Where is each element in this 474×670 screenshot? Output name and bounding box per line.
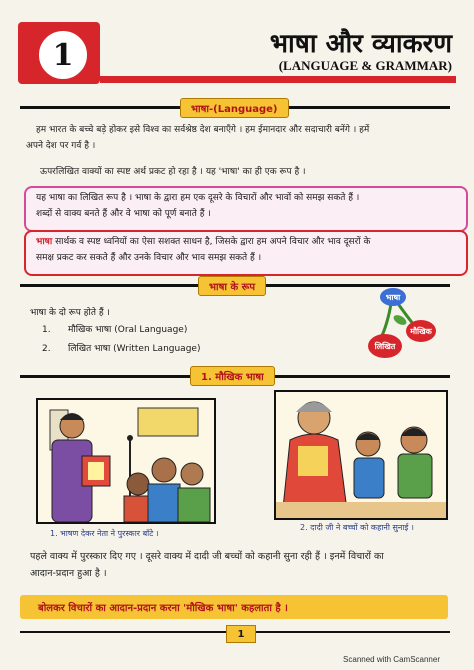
intro-line-2: अपने देश पर गर्व है ।	[26, 141, 96, 151]
box1-line-1: यह भाषा का लिखित रूप है । भाषा के द्वारा हम एक दूसरे के विचारों और भावों को समझ सकते हैं ।	[36, 193, 360, 203]
oral-definition-bar: बोलकर विचारों का आदान-प्रदान करना 'मौखिक भाषा' कहलाता है ।	[20, 595, 448, 619]
box2-line-1	[36, 234, 456, 250]
written-form-box	[24, 186, 468, 232]
mindmap-right: मौखिक	[406, 320, 436, 342]
illustration-award	[36, 398, 216, 524]
illustration-caption-left: 1. भाषण देकर नेता ने पुरस्कार बाँटे ।	[50, 529, 159, 538]
box1-line-2: शब्दों से वाक्य बनते हैं और वे भाषा को पूर्ण बनाते हैं ।	[36, 209, 211, 219]
illustration-caption-right: 2. दादी जी ने बच्चों को कहानी सुनाई ।	[300, 523, 414, 532]
section-heading-forms: भाषा के रूप	[198, 276, 266, 296]
oral-line-1: पहले वाक्य में पुरस्कार दिए गए । दूसरे वाक्य में दादी जी बच्चों को कहानी सुना रही हैं । इनमें विचारों का	[30, 551, 384, 562]
mindmap-left: लिखित	[368, 334, 402, 358]
oral-paragraph	[30, 548, 460, 582]
intro-paragraph-2: ऊपरलिखित वाक्यों का स्पष्ट अर्थ प्रकट हो रहा है । यह 'भाषा' का ही एक रूप है ।	[40, 167, 306, 177]
chapter-title: भाषा और व्याकरण	[269, 29, 452, 59]
chapter-number: 1	[36, 28, 90, 82]
oral-line-2: आदान-प्रदान हुआ है ।	[30, 568, 107, 579]
box2-highlight: भाषा	[36, 237, 53, 247]
intro-line-1: हम भारत के बच्चे बड़े होकर इसे विश्व का सर्वश्रेष्ठ देश बनाएँगे । हम ईमानदार और सदाचारी बनेंगे । हमें	[36, 125, 370, 135]
page-number: 1	[226, 625, 256, 643]
forms-intro: भाषा के दो रूप होते हैं ।	[30, 308, 110, 318]
mindmap-root: भाषा	[380, 288, 406, 306]
box2-line-1-rest: सार्थक व स्पष्ट ध्वनियों का ऐसा सशक्त साधन है, जिसके द्वारा हम अपने विचार और भाव दूसरों के	[52, 237, 371, 247]
award-scene-image	[38, 400, 214, 522]
intro-paragraph	[26, 122, 456, 154]
header-red-bar	[100, 76, 456, 83]
forms-item-text: मौखिक भाषा (Oral Language)	[68, 325, 188, 335]
box2-line-2: समक्ष प्रकट कर सकते हैं और उनके विचार और भाव समझ सकते हैं ।	[36, 253, 262, 263]
section-heading-oral: 1. मौखिक भाषा	[190, 366, 275, 386]
forms-item-number: 1.	[42, 325, 51, 335]
forms-item-number: 2.	[42, 344, 51, 354]
section-heading-language: भाषा-(Language)	[180, 98, 289, 118]
definition-box	[24, 230, 468, 276]
chapter-subtitle: (LANGUAGE & GRAMMAR)	[278, 58, 452, 73]
forms-item-oral	[42, 323, 187, 337]
scanner-watermark: Scanned with CamScanner	[343, 655, 440, 664]
forms-item-written	[42, 342, 200, 356]
story-scene-image	[276, 392, 446, 518]
illustration-story	[274, 390, 448, 520]
forms-item-text: लिखित भाषा (Written Language)	[68, 344, 201, 354]
